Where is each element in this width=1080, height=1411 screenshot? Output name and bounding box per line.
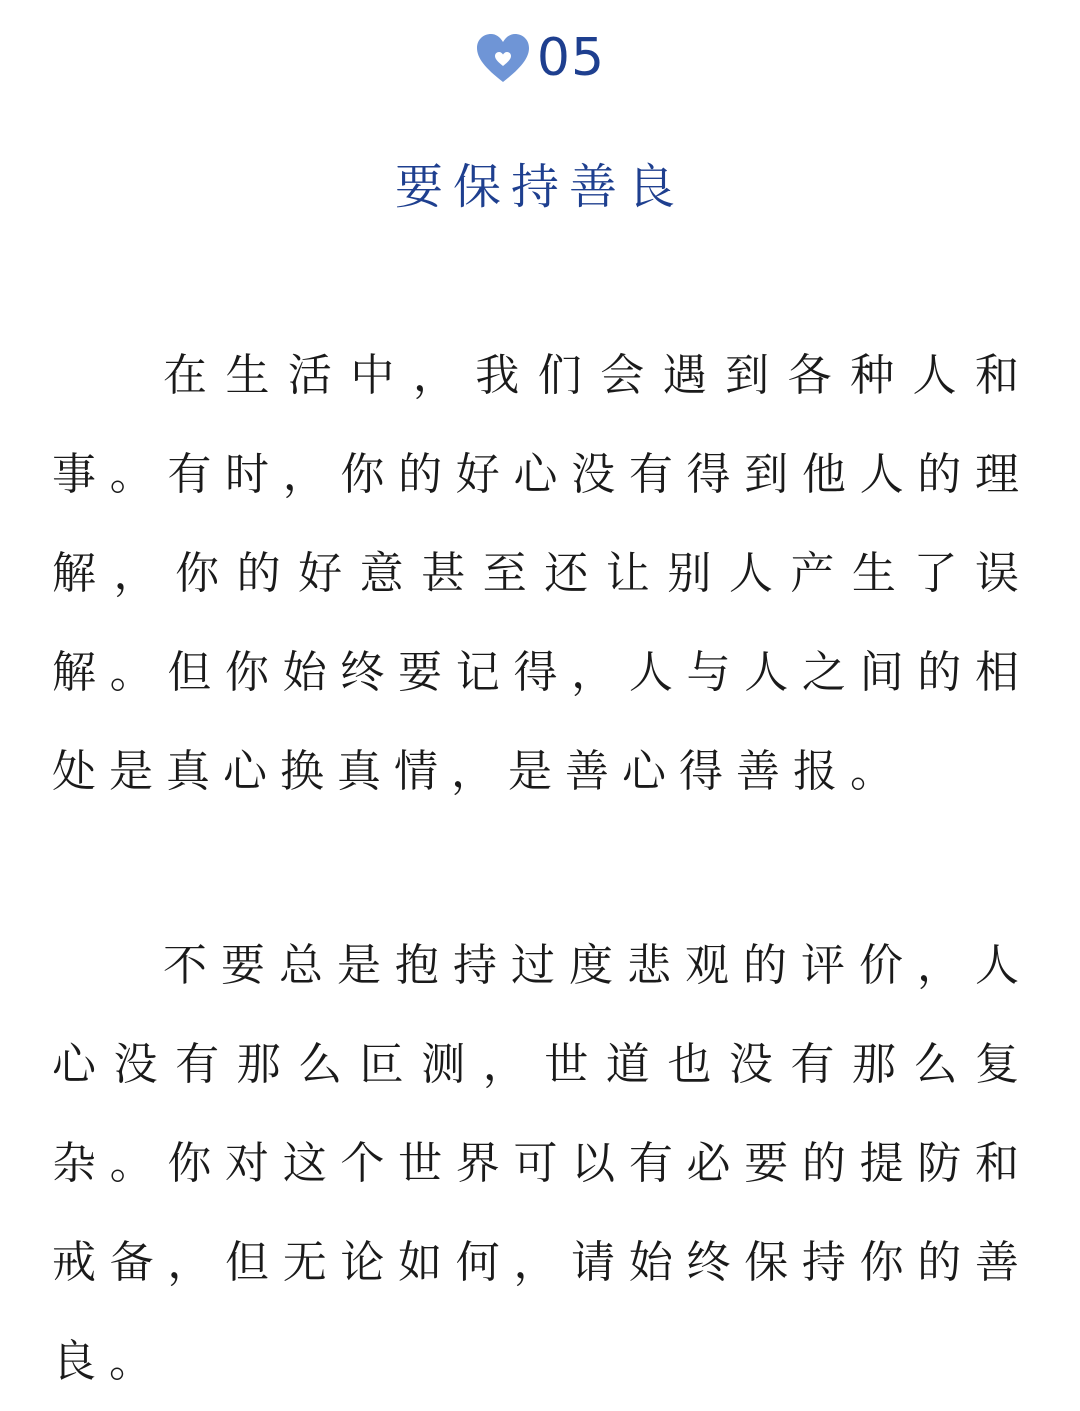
- paragraph-2: 不要总是抱持过度悲观的评价，人心没有那么叵测，世道也没有那么复杂。你对这个世界可以有必要的提防和戒备，但无论如何，请始终保持你的善良。: [52, 940, 1032, 1387]
- section-number: 05: [536, 28, 606, 88]
- section-title: 要保持善良: [394, 159, 685, 215]
- heart-icon: [475, 32, 531, 84]
- paragraph-1: 在生活中，我们会遇到各种人和事。有时，你的好心没有得到他人的理解，你的好意甚至还让别人产生了误解。但你始终要记得，人与人之间的相处是真心换真情，是善心得善报。: [52, 350, 1032, 797]
- section-header: [0, 28, 1080, 88]
